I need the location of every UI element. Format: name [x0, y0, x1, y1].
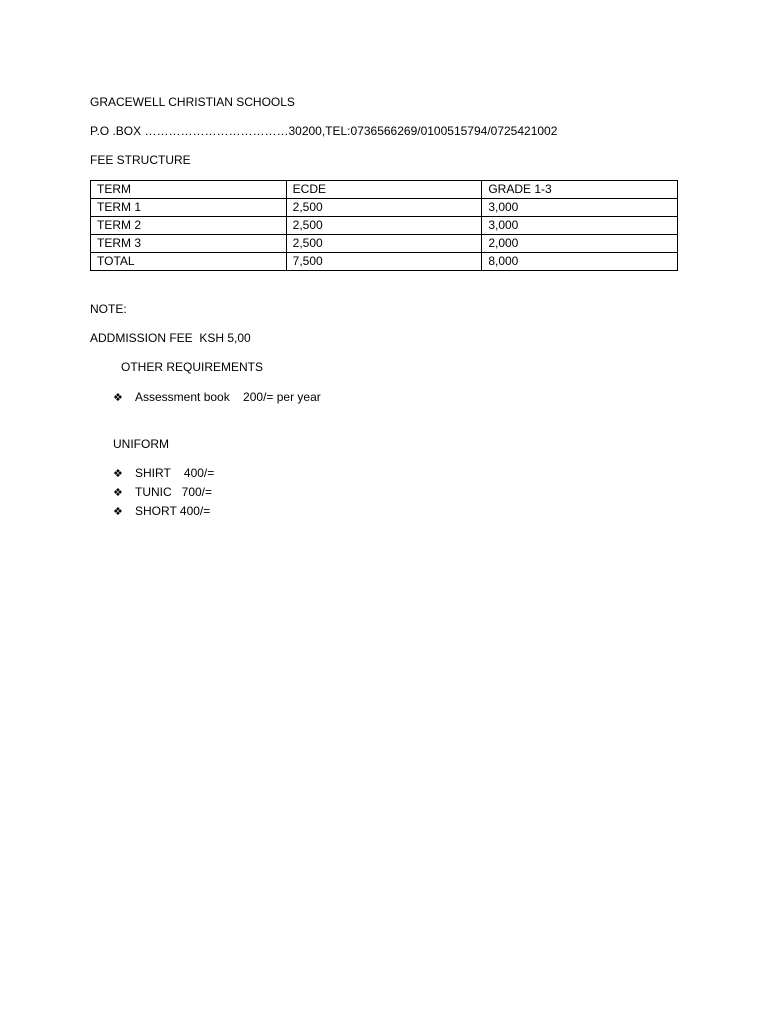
uniform-heading: UNIFORM [113, 437, 169, 451]
list-item-text: Assessment book 200/= per year [135, 390, 321, 404]
list-item [113, 504, 214, 523]
diamond-bullet-icon: ❖ [113, 391, 123, 404]
diamond-bullet-icon: ❖ [113, 505, 123, 518]
list-item-text: SHIRT 400/= [135, 466, 215, 480]
table-cell: TERM 2 [91, 217, 287, 235]
uniform-list [113, 466, 214, 523]
table-row [91, 217, 678, 235]
table-cell: 7,500 [286, 253, 482, 271]
header-cell-grade: GRADE 1-3 [482, 181, 678, 199]
table-row-total [91, 253, 678, 271]
header-cell-term: TERM [91, 181, 287, 199]
fee-structure-title: FEE STRUCTURE [90, 153, 191, 167]
table-row [91, 235, 678, 253]
table-cell: 2,500 [286, 199, 482, 217]
table-cell: TERM 1 [91, 199, 287, 217]
table-header-row [91, 181, 678, 199]
list-item-text: TUNIC 700/= [135, 485, 213, 499]
address-line: P.O .BOX ………………………………30200,TEL:0736566269/0100515794/0725421002 [90, 124, 558, 138]
school-name: GRACEWELL CHRISTIAN SCHOOLS [90, 95, 295, 109]
table-cell: 2,000 [482, 235, 678, 253]
header-cell-ecde: ECDE [286, 181, 482, 199]
admission-fee-line: ADDMISSION FEE KSH 5,00 [90, 331, 251, 345]
fee-structure-table [90, 180, 678, 271]
table-cell: 2,500 [286, 235, 482, 253]
table-cell: 8,000 [482, 253, 678, 271]
list-item-text: SHORT 400/= [135, 504, 211, 518]
list-item [113, 485, 214, 504]
table-cell: 2,500 [286, 217, 482, 235]
table-cell: TERM 3 [91, 235, 287, 253]
table-cell: TOTAL [91, 253, 287, 271]
diamond-bullet-icon: ❖ [113, 486, 123, 499]
list-item [113, 466, 214, 485]
table-row [91, 199, 678, 217]
note-label: NOTE: [90, 302, 127, 316]
other-requirements-heading: OTHER REQUIREMENTS [121, 360, 264, 374]
table-cell: 3,000 [482, 217, 678, 235]
diamond-bullet-icon: ❖ [113, 467, 123, 480]
table-cell: 3,000 [482, 199, 678, 217]
list-item [113, 390, 321, 409]
other-requirements-list [113, 390, 321, 409]
